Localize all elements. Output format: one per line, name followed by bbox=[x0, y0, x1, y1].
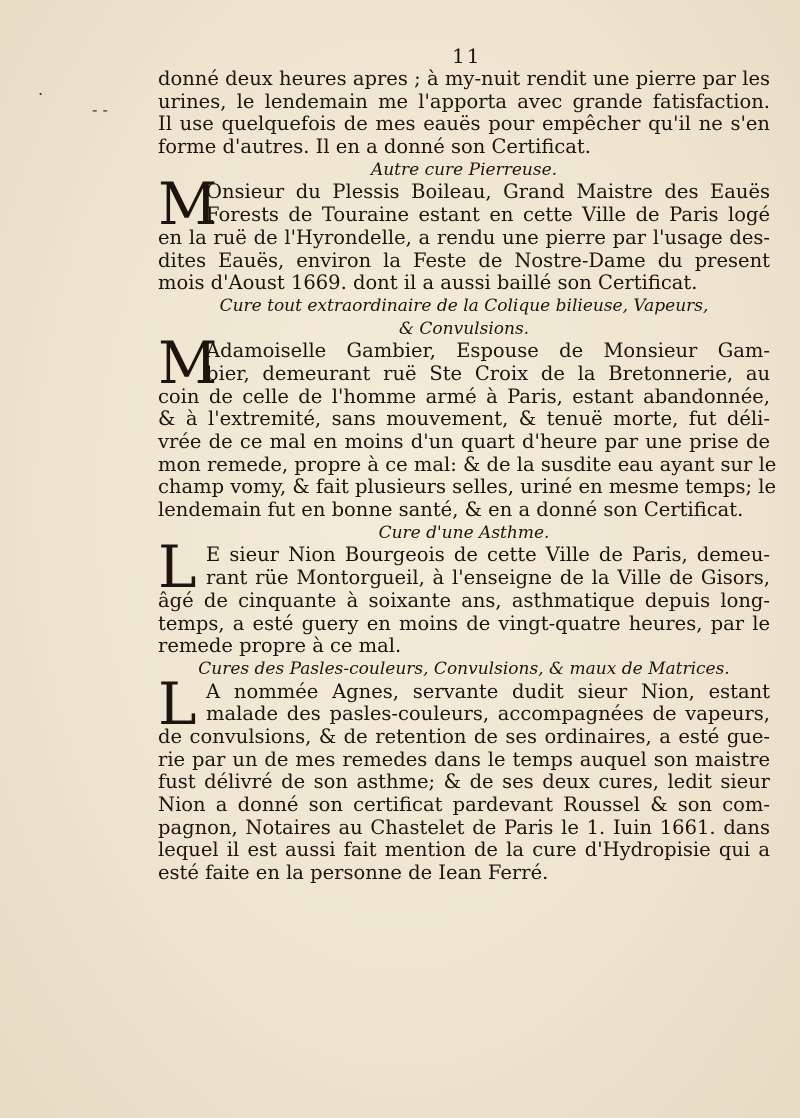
section-heading-continued: & Convulsions. bbox=[398, 318, 530, 339]
section-heading: Cure d'une Asthme. bbox=[378, 522, 550, 543]
text-line: temps, a esté guery en moins de vingt-quatre heures, par le bbox=[158, 611, 770, 635]
text-line: mois d'Aoust 1669. dont il a aussi baillé son Certificat. bbox=[158, 271, 698, 295]
text-line: coin de celle de l'homme armé à Paris, estant abandonnée, bbox=[158, 384, 770, 408]
text-line: Il use quelquefois de mes eauës pour empêcher qu'il ne s'en bbox=[158, 112, 770, 136]
text-line: champ vomy, & fait plusieurs selles, uriné en mesme temps; le bbox=[158, 475, 777, 499]
text-line: lequel il est aussi fait mention de la cure d'Hydropisie qui a bbox=[158, 838, 770, 862]
text-line: lendemain fut en bonne santé, & en a donné son Certificat. bbox=[158, 498, 744, 522]
text-line: donné deux heures apres ; à my-nuit rendit une pierre par les bbox=[158, 67, 770, 90]
intro-paragraph bbox=[158, 68, 770, 159]
drop-cap: M bbox=[158, 170, 218, 239]
section-paragraph bbox=[158, 533, 770, 658]
margin-mark: . bbox=[38, 80, 44, 99]
section-paragraph bbox=[158, 669, 770, 885]
margin-mark: - - bbox=[92, 100, 108, 119]
text-line: E sieur Nion Bourgeois de cette Ville de Paris, demeu- bbox=[206, 543, 770, 567]
text-body bbox=[158, 67, 777, 885]
text-line: fust délivré de son asthme; & de ses deux cures, ledit sieur bbox=[158, 770, 770, 794]
text-line: & à l'extremité, sans mouvement, & tenuë morte, fut déli- bbox=[158, 407, 770, 431]
text-line: Onsieur du Plessis Boileau, Grand Maistre des Eauës bbox=[206, 180, 770, 204]
section-paragraph bbox=[158, 329, 777, 522]
text-line: Nion a donné son certificat pardevant Roussel & son com- bbox=[158, 793, 770, 816]
text-line: mon remede, propre à ce mal: & de la susdite eau ayant sur le bbox=[158, 452, 777, 476]
text-line: urines, le lendemain me l'apporta avec grande fatisfaction. bbox=[158, 89, 770, 113]
drop-cap: L bbox=[158, 669, 197, 738]
text-line: rant rüe Montorgueil, à l'enseigne de la Ville de Gisors, bbox=[206, 566, 770, 590]
text-line: malade des pasles-couleurs, accompagnées de vapeurs, bbox=[206, 702, 770, 726]
section-heading: Cure tout extraordinaire de la Colique bilieuse, Vapeurs, bbox=[219, 295, 709, 316]
text-line: rie par un de mes remedes dans le temps auquel son maistre bbox=[158, 747, 770, 771]
text-line: forme d'autres. Il en a donné son Certificat. bbox=[158, 135, 591, 159]
text-line: dites Eauës, environ la Feste de Nostre-Dame du present bbox=[158, 248, 770, 272]
section-heading: Autre cure Pierreuse. bbox=[370, 159, 558, 180]
text-line: remede propre à ce mal. bbox=[158, 634, 402, 658]
section-heading: Cures des Pasles-couleurs, Convulsions, & maux de Matrices. bbox=[198, 658, 730, 679]
drop-cap: M bbox=[158, 329, 218, 398]
section-paragraph bbox=[158, 170, 770, 295]
text-line: bier, demeurant ruë Ste Croix de la Bretonnerie, au bbox=[206, 361, 770, 385]
drop-cap: L bbox=[158, 533, 197, 602]
text-line: de convulsions, & de retention de ses ordinaires, a esté gue- bbox=[158, 724, 770, 748]
text-line: Adamoiselle Gambier, Espouse de Monsieur Gam- bbox=[206, 339, 770, 363]
text-line: en la ruë de l'Hyrondelle, a rendu une pierre par l'usage des- bbox=[158, 225, 770, 249]
text-line: esté faite en la personne de Iean Ferré. bbox=[158, 861, 549, 885]
text-line: âgé de cinquante à soixante ans, asthmatique depuis long- bbox=[158, 588, 770, 612]
text-line: vrée de ce mal en moins d'un quart d'heure par une prise de bbox=[158, 430, 770, 453]
text-line: Forests de Touraine estant en cette Ville de Paris logé bbox=[206, 203, 770, 227]
text-line: pagnon, Notaires au Chastelet de Paris le 1. Iuin 1661. dans bbox=[158, 815, 770, 839]
text-line: A nommée Agnes, servante dudit sieur Nion, estant bbox=[206, 679, 770, 703]
page-number: 11 bbox=[452, 44, 482, 68]
